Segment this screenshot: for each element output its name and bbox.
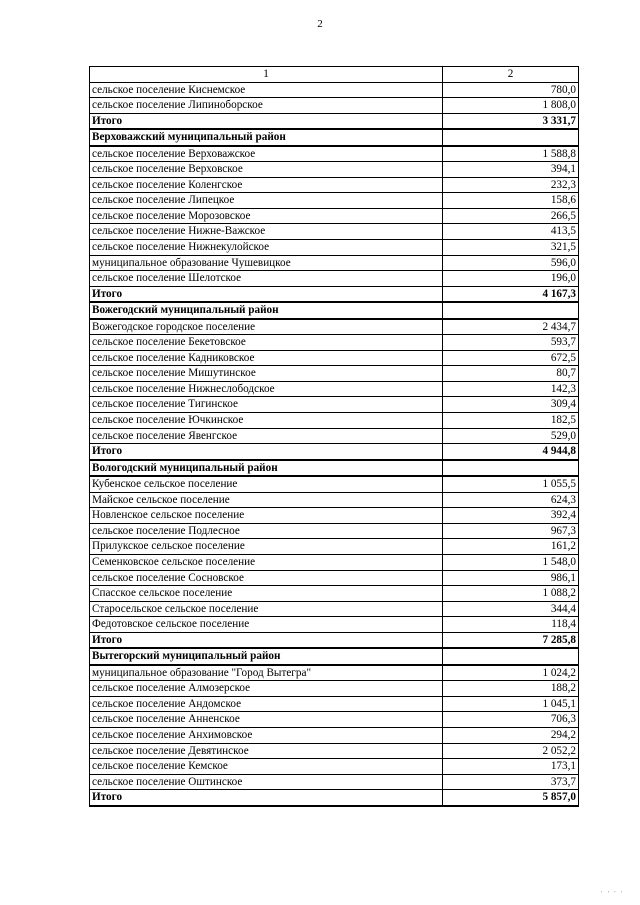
table-row: [90, 681, 579, 697]
amount-value: 413,5: [443, 224, 579, 240]
table-row: [90, 617, 579, 633]
total-row: [90, 632, 579, 648]
district-name: Вожегодский муниципальный район: [90, 302, 443, 319]
total-label: Итого: [90, 444, 443, 460]
amount-value: 161,2: [443, 539, 579, 555]
table-row: [90, 539, 579, 555]
settlement-name: сельское поселение Кемское: [90, 759, 443, 775]
total-label: Итого: [90, 113, 443, 129]
amount-value: 1 045,1: [443, 696, 579, 712]
settlement-name: Прилукское сельское поселение: [90, 539, 443, 555]
amount-value: 232,3: [443, 177, 579, 193]
amount-value: 593,7: [443, 335, 579, 351]
table-row: [90, 208, 579, 224]
settlement-name: муниципальное образование Чушевицкое: [90, 255, 443, 271]
table-row: [90, 508, 579, 524]
amount-value: 158,6: [443, 193, 579, 209]
table-row: [90, 476, 579, 492]
total-label: Итого: [90, 790, 443, 806]
settlement-name: Федотовское сельское поселение: [90, 617, 443, 633]
settlement-name: сельское поселение Нижнеслободское: [90, 381, 443, 397]
amount-value: 1 808,0: [443, 98, 579, 114]
table-row: [90, 162, 579, 178]
amount-value: 624,3: [443, 492, 579, 508]
settlement-name: сельское поселение Тигинское: [90, 397, 443, 413]
table-row: [90, 350, 579, 366]
settlement-name: сельское поселение Явенгское: [90, 428, 443, 444]
district-header-row: [90, 302, 579, 319]
settlement-name: сельское поселение Подлесное: [90, 523, 443, 539]
total-label: Итого: [90, 632, 443, 648]
table-body: [90, 82, 579, 806]
scan-mark: ' ' ' ': [601, 891, 624, 897]
table-row: [90, 759, 579, 775]
table-row: [90, 727, 579, 743]
table-row: [90, 743, 579, 759]
total-value: 3 331,7: [443, 113, 579, 129]
amount-value: 173,1: [443, 759, 579, 775]
amount-value: 309,4: [443, 397, 579, 413]
total-row: [90, 790, 579, 806]
settlement-name: сельское поселение Шелотское: [90, 271, 443, 287]
table-row: [90, 224, 579, 240]
settlement-name: сельское поселение Анненское: [90, 712, 443, 728]
amount-value: 706,3: [443, 712, 579, 728]
amount-value: [443, 460, 579, 477]
district-name: Верховажский муниципальный район: [90, 129, 443, 146]
amount-value: 321,5: [443, 240, 579, 256]
total-value: 5 857,0: [443, 790, 579, 806]
allocation-table: [89, 66, 579, 807]
table-row: [90, 82, 579, 98]
amount-value: 1 088,2: [443, 586, 579, 602]
total-value: 7 285,8: [443, 632, 579, 648]
table-row: [90, 586, 579, 602]
district-header-row: [90, 648, 579, 665]
amount-value: 529,0: [443, 428, 579, 444]
table-row: [90, 381, 579, 397]
settlement-name: сельское поселение Коленгское: [90, 177, 443, 193]
settlement-name: сельское поселение Киснемское: [90, 82, 443, 98]
column-header-1: 1: [90, 67, 443, 83]
total-value: 4 167,3: [443, 286, 579, 302]
table-row: [90, 774, 579, 790]
settlement-name: Старосельское сельское поселение: [90, 601, 443, 617]
table-row: [90, 397, 579, 413]
table-row: [90, 712, 579, 728]
total-row: [90, 444, 579, 460]
settlement-name: сельское поселение Верховское: [90, 162, 443, 178]
column-header-2: 2: [443, 67, 579, 83]
amount-value: 2 052,2: [443, 743, 579, 759]
amount-value: [443, 129, 579, 146]
settlement-name: сельское поселение Верховажское: [90, 146, 443, 162]
table-row: [90, 177, 579, 193]
amount-value: 294,2: [443, 727, 579, 743]
table-row: [90, 271, 579, 287]
settlement-name: сельское поселение Липиноборское: [90, 98, 443, 114]
amount-value: 1 024,2: [443, 665, 579, 681]
settlement-name: сельское поселение Морозовское: [90, 208, 443, 224]
table-header-row: [90, 67, 579, 83]
settlement-name: сельское поселение Алмозерское: [90, 681, 443, 697]
amount-value: 394,1: [443, 162, 579, 178]
table-row: [90, 554, 579, 570]
settlement-name: муниципальное образование "Город Вытегра": [90, 665, 443, 681]
table-row: [90, 413, 579, 429]
settlement-name: сельское поселение Нижнекулойское: [90, 240, 443, 256]
amount-value: 118,4: [443, 617, 579, 633]
settlement-name: сельское поселение Сосновское: [90, 570, 443, 586]
settlement-name: сельское поселение Анхимовское: [90, 727, 443, 743]
total-row: [90, 113, 579, 129]
settlement-name: Вожегодское городское поселение: [90, 319, 443, 335]
amount-value: 1 055,5: [443, 476, 579, 492]
settlement-name: Спасское сельское поселение: [90, 586, 443, 602]
settlement-name: сельское поселение Оштинское: [90, 774, 443, 790]
total-value: 4 944,8: [443, 444, 579, 460]
settlement-name: Новленское сельское поселение: [90, 508, 443, 524]
total-label: Итого: [90, 286, 443, 302]
amount-value: 266,5: [443, 208, 579, 224]
amount-value: 967,3: [443, 523, 579, 539]
settlement-name: сельское поселение Андомское: [90, 696, 443, 712]
amount-value: 344,4: [443, 601, 579, 617]
table-row: [90, 366, 579, 382]
amount-value: 986,1: [443, 570, 579, 586]
amount-value: [443, 648, 579, 665]
table-row: [90, 240, 579, 256]
table-row: [90, 492, 579, 508]
amount-value: 142,3: [443, 381, 579, 397]
total-row: [90, 286, 579, 302]
amount-value: 182,5: [443, 413, 579, 429]
district-name: Вытегорский муниципальный район: [90, 648, 443, 665]
amount-value: 2 434,7: [443, 319, 579, 335]
settlement-name: сельское поселение Нижне-Важское: [90, 224, 443, 240]
table-row: [90, 665, 579, 681]
table-row: [90, 319, 579, 335]
table-row: [90, 523, 579, 539]
amount-value: 373,7: [443, 774, 579, 790]
amount-value: 672,5: [443, 350, 579, 366]
amount-value: [443, 302, 579, 319]
settlement-name: Семенковское сельское поселение: [90, 554, 443, 570]
amount-value: 80,7: [443, 366, 579, 382]
table-row: [90, 255, 579, 271]
amount-value: 392,4: [443, 508, 579, 524]
settlement-name: Кубенское сельское поселение: [90, 476, 443, 492]
settlement-name: сельское поселение Бекетовское: [90, 335, 443, 351]
settlement-name: сельское поселение Мишутинское: [90, 366, 443, 382]
settlement-name: сельское поселение Девятинское: [90, 743, 443, 759]
settlement-name: Майское сельское поселение: [90, 492, 443, 508]
table-row: [90, 193, 579, 209]
amount-value: 780,0: [443, 82, 579, 98]
table-row: [90, 146, 579, 162]
table-row: [90, 428, 579, 444]
table-row: [90, 696, 579, 712]
amount-value: 1 548,0: [443, 554, 579, 570]
district-name: Вологодский муниципальный район: [90, 460, 443, 477]
table-row: [90, 601, 579, 617]
settlement-name: сельское поселение Ючкинское: [90, 413, 443, 429]
table-row: [90, 570, 579, 586]
amount-value: 196,0: [443, 271, 579, 287]
amount-value: 1 588,8: [443, 146, 579, 162]
settlement-name: сельское поселение Липецкое: [90, 193, 443, 209]
table-row: [90, 98, 579, 114]
district-header-row: [90, 460, 579, 477]
district-header-row: [90, 129, 579, 146]
settlement-name: сельское поселение Кадниковское: [90, 350, 443, 366]
amount-value: 188,2: [443, 681, 579, 697]
table-row: [90, 335, 579, 351]
page-number: 2: [317, 18, 323, 30]
amount-value: 596,0: [443, 255, 579, 271]
